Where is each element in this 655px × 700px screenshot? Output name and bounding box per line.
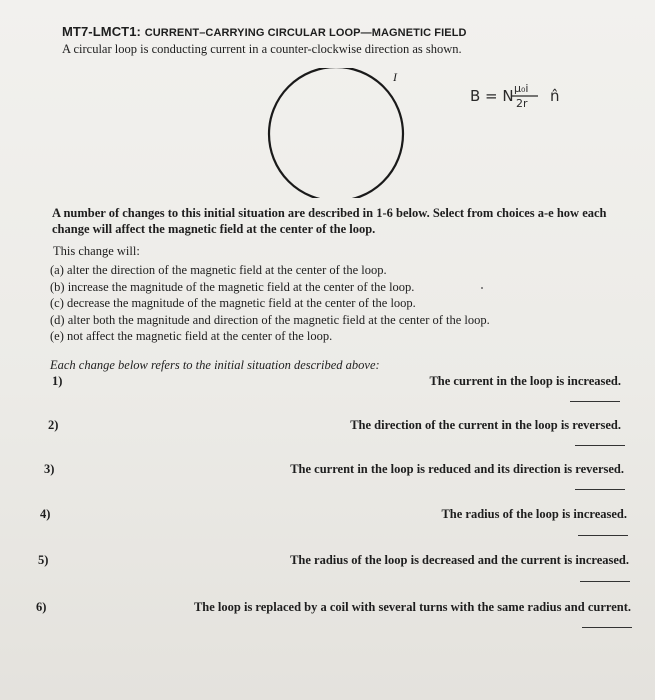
item-4-answer-blank[interactable] (578, 535, 628, 536)
title-main: CURRENT–CARRYING CIRCULAR LOOP—MAGNETIC FIELD (144, 27, 467, 39)
item-6-answer-blank[interactable] (582, 627, 632, 628)
item-2-answer-blank[interactable] (575, 445, 625, 446)
item-5-text: The radius of the loop is decreased and the current is increased. (290, 553, 629, 567)
formula-denominator: 2r (516, 97, 528, 110)
formula-unit-vector: n̂ (550, 87, 560, 105)
choice-e: (e) not affect the magnetic field at the center of the loop. (50, 329, 333, 344)
page-title (62, 24, 467, 39)
item-6-number: 6) (36, 600, 47, 614)
item-4-number: 4) (40, 507, 51, 521)
item-4-text: The radius of the loop is increased. (441, 507, 627, 521)
formula-numerator: μ₀i (514, 82, 529, 95)
handwritten-formula (470, 76, 590, 116)
item-5-answer-blank[interactable] (580, 581, 630, 582)
current-label: I (393, 70, 397, 84)
current-loop-figure (250, 68, 420, 198)
title-prefix: MT7-LMCT1: (62, 24, 141, 39)
item-5-number: 5) (38, 553, 49, 567)
item-3-answer-blank[interactable] (575, 489, 625, 490)
choice-d: (d) alter both the magnitude and direction of the magnetic field at the center of the loop. (50, 312, 490, 327)
item-1-answer-blank[interactable] (570, 401, 620, 402)
choice-b: (b) increase the magnitude of the magnetic field at the center of the loop. (50, 279, 415, 294)
instructions: A number of changes to this initial situation are described in 1-6 below. Select from choices a-e how each change will affect the magnetic field at the center of the loop. (52, 206, 607, 236)
choice-a: (a) alter the direction of the magnetic field at the center of the loop. (50, 263, 387, 277)
each-change-note: Each change below refers to the initial situation described above: (50, 358, 380, 372)
item-2-number: 2) (48, 418, 59, 432)
choice-list (50, 262, 490, 345)
current-loop-circle (269, 68, 403, 198)
stray-mark (481, 287, 483, 289)
item-6-text: The loop is replaced by a coil with several turns with the same radius and current. (193, 600, 631, 614)
item-3-text: The current in the loop is reduced and its direction is reversed. (290, 462, 624, 476)
item-3-number: 3) (44, 462, 55, 476)
item-2-text: The direction of the current in the loop is reversed. (350, 418, 621, 432)
change-lead: This change will: (53, 244, 140, 258)
item-1-number: 1) (52, 374, 63, 388)
item-1-text: The current in the loop is increased. (429, 374, 621, 388)
choice-c: (c) decrease the magnitude of the magnetic field at the center of the loop. (50, 296, 416, 311)
problem-statement: A circular loop is conducting current in a counter-clockwise direction as shown. (62, 42, 462, 56)
formula-lhs: B = N (470, 87, 514, 105)
